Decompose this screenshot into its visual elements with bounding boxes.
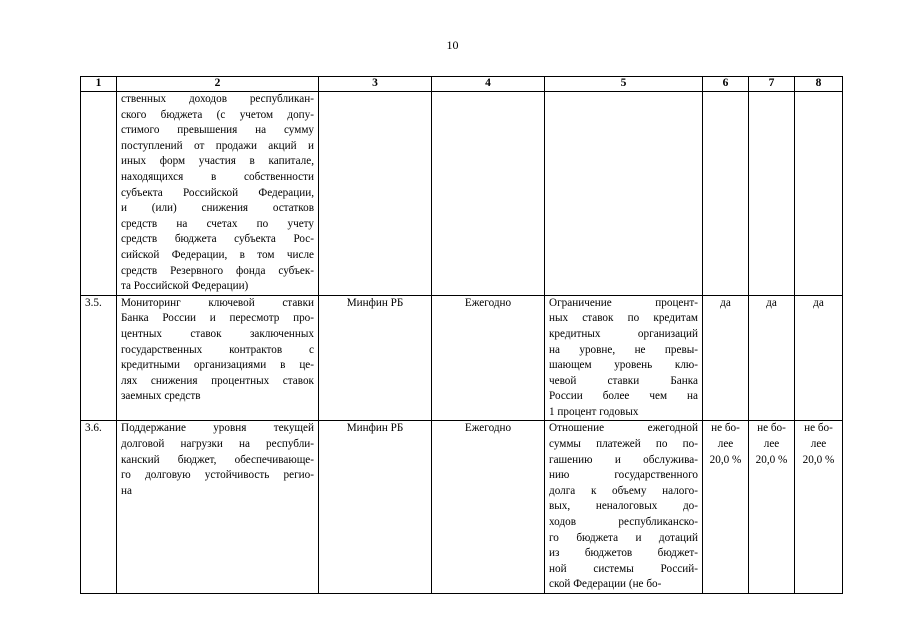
measure-line: ственных доходов республикан- (121, 93, 314, 105)
header-col-2: 2 (117, 77, 319, 92)
indicator-line: Отношение ежегодной (549, 422, 698, 435)
indicator-line: ных ставок по кредитам (549, 312, 698, 325)
indicator-line: нию государственного (549, 469, 698, 482)
value-line: не бо- (804, 422, 833, 435)
value-line: не бо- (711, 422, 740, 435)
measure-line: субъекта Российской Федерации, (121, 186, 314, 199)
measure-line: Банка России и пересмотр про- (121, 312, 314, 325)
value-line: лее (810, 438, 827, 451)
indicator-line: России более чем на (549, 390, 698, 403)
value-line: 20,0 % (802, 453, 835, 466)
header-col-7: 7 (749, 77, 795, 92)
executor-cell (319, 92, 432, 296)
measure-line: та Российской Федерации) (121, 280, 249, 293)
value-2025: да (795, 295, 843, 421)
header-col-8: 8 (795, 77, 843, 92)
indicator-line: Ограничение процент- (549, 296, 698, 309)
measure-cell (117, 295, 319, 421)
measure-line: государственных контрактов с (121, 343, 314, 356)
value-line: 20,0 % (755, 453, 788, 466)
value-line: лее (717, 438, 734, 451)
table-row (81, 421, 843, 594)
measure-line: долговой нагрузки на республи- (121, 438, 314, 451)
indicator-line: из бюджетов бюджет- (549, 547, 698, 560)
indicator-line: ходов республиканско- (549, 516, 698, 529)
value-2024 (749, 92, 795, 296)
row-number: 3.5. (81, 295, 117, 421)
indicator-line: ской Федерации (не бо- (549, 578, 662, 591)
value-2025 (795, 421, 843, 594)
period-cell: Ежегодно (432, 421, 545, 594)
value-line: лее (763, 438, 780, 451)
indicator-cell (545, 295, 703, 421)
measure-line: на (121, 484, 132, 497)
measure-line: центных ставок заключенных (121, 327, 314, 340)
indicator-line: на уровне, не превы- (549, 343, 698, 356)
measure-line: Поддержание уровня текущей (121, 422, 314, 435)
measure-line: лях снижения процентных ставок (121, 374, 314, 387)
table-row (81, 295, 843, 421)
value-2024 (749, 421, 795, 594)
measure-line: ского бюджета (с учетом допу- (121, 108, 314, 121)
measure-line: заемных средств (121, 390, 201, 403)
measure-line: иных форм участия в капитале, (121, 155, 314, 168)
indicator-line: шающем уровень клю- (549, 359, 698, 372)
indicator-line: вых, неналоговых до- (549, 500, 698, 513)
measure-line: Мониторинг ключевой ставки (121, 296, 314, 309)
indicator-line: чевой ставки Банка (549, 374, 698, 387)
measure-line: средств бюджета субъекта Рос- (121, 233, 314, 246)
value-line: не бо- (757, 422, 786, 435)
table-header-row (81, 77, 843, 92)
page-number: 10 (446, 38, 459, 52)
indicator-line: суммы платежей по по- (549, 438, 698, 451)
row-number (81, 92, 117, 296)
indicator-line: долга к объему налого- (549, 484, 698, 497)
header-col-3: 3 (319, 77, 432, 92)
measure-line: кредитными организациями в це- (121, 359, 314, 372)
executor-cell: Минфин РБ (319, 421, 432, 594)
measure-line: средств Резервного фонда субъек- (121, 264, 314, 277)
measure-line: го долговую устойчивость регио- (121, 469, 314, 482)
measure-line: находящихся в собственности (121, 170, 314, 183)
period-cell (432, 92, 545, 296)
period-cell: Ежегодно (432, 295, 545, 421)
indicator-cell (545, 421, 703, 594)
indicator-line: гашению и обслужива- (549, 453, 698, 466)
measure-line: сийской Федерации, в том числе (121, 248, 314, 261)
measure-line: канский бюджет, обеспечивающе- (121, 453, 314, 466)
plan-table (80, 76, 843, 594)
value-2025 (795, 92, 843, 296)
header-col-5: 5 (545, 77, 703, 92)
row-number: 3.6. (81, 421, 117, 594)
measure-line: поступлений от продажи акций и (121, 139, 314, 152)
measure-cell (117, 92, 319, 296)
indicator-line: го бюджета и дотаций (549, 531, 698, 544)
indicator-line: ной системы Россий- (549, 562, 698, 575)
measure-line: и (или) снижения остатков (121, 202, 314, 215)
header-col-1: 1 (81, 77, 117, 92)
value-2024: да (749, 295, 795, 421)
value-2023 (703, 421, 749, 594)
indicator-line: кредитных организаций (549, 327, 698, 340)
header-col-4: 4 (432, 77, 545, 92)
table-row (81, 92, 843, 296)
measure-line: средств на счетах по учету (121, 217, 314, 230)
value-2023 (703, 92, 749, 296)
header-col-6: 6 (703, 77, 749, 92)
measure-cell (117, 421, 319, 594)
value-2023: да (703, 295, 749, 421)
indicator-line: 1 процент годовых (549, 405, 639, 418)
measure-line: стимого превышения на сумму (121, 124, 314, 137)
indicator-cell (545, 92, 703, 296)
executor-cell: Минфин РБ (319, 295, 432, 421)
value-line: 20,0 % (709, 453, 742, 466)
